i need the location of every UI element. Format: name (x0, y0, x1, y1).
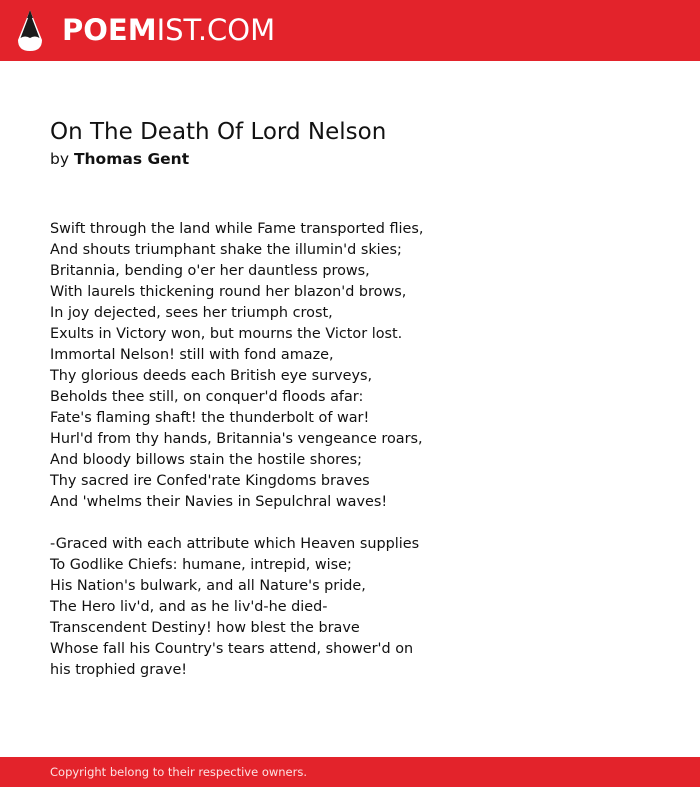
poem-line: Fate's flaming shaft! the thunderbolt of war! (50, 410, 370, 426)
poem-line: Swift through the land while Fame transported flies, (50, 221, 424, 237)
poem-line: Transcendent Destiny! how blest the brave (50, 620, 360, 636)
poem-line: Thy glorious deeds each British eye surveys, (50, 368, 373, 384)
poem-line: Beholds thee still, on conquer'd floods afar: (50, 389, 364, 405)
poem-line: His Nation's bulwark, and all Nature's pride, (50, 578, 366, 594)
poem-line: Whose fall his Country's tears attend, shower'd on his trophied grave! (50, 641, 414, 678)
logo-bold-text: POEM (62, 13, 157, 47)
poem-line: To Godlike Chiefs: humane, intrepid, wise; (50, 557, 352, 573)
poem-line: -Graced with each attribute which Heaven supplies (50, 536, 420, 552)
poem-line: Britannia, bending o'er her dauntless prows, (50, 263, 370, 279)
site-footer (0, 757, 700, 787)
author-name: Thomas Gent (73, 150, 190, 168)
poem-line: In joy dejected, sees her triumph crost, (50, 305, 333, 321)
byline (50, 148, 189, 170)
poem-line: And 'whelms their Navies in Sepulchral waves! (50, 494, 388, 510)
poem-line: With laurels thickening round her blazon'd brows, (50, 284, 407, 300)
by-label: by (50, 150, 70, 168)
poem-line: Hurl'd from thy hands, Britannia's vengeance roars, (50, 431, 423, 447)
poem-line: And bloody billows stain the hostile shores; (50, 452, 362, 468)
poem-line: The Hero liv'd, and as he liv'd-he died- (50, 599, 328, 615)
poem-line: Immortal Nelson! still with fond amaze, (50, 347, 334, 363)
poem-line: Thy sacred ire Confed'rate Kingdoms braves (50, 473, 370, 489)
poem-title: On The Death Of Lord Nelson (50, 119, 387, 145)
logo-light-text: IST.COM (156, 13, 276, 47)
poem-line: Exults in Victory won, but mourns the Victor lost. (50, 326, 403, 342)
poem-stanza (50, 219, 430, 513)
copyright-notice: Copyright belong to their respective owners. (50, 765, 308, 779)
pencil-tip-icon[interactable] (18, 10, 42, 51)
site-logo[interactable] (62, 12, 275, 48)
poem-body (50, 219, 430, 702)
site-header (0, 0, 700, 61)
poem-line: And shouts triumphant shake the illumin'd skies; (50, 242, 402, 258)
poem-stanza (50, 534, 430, 681)
